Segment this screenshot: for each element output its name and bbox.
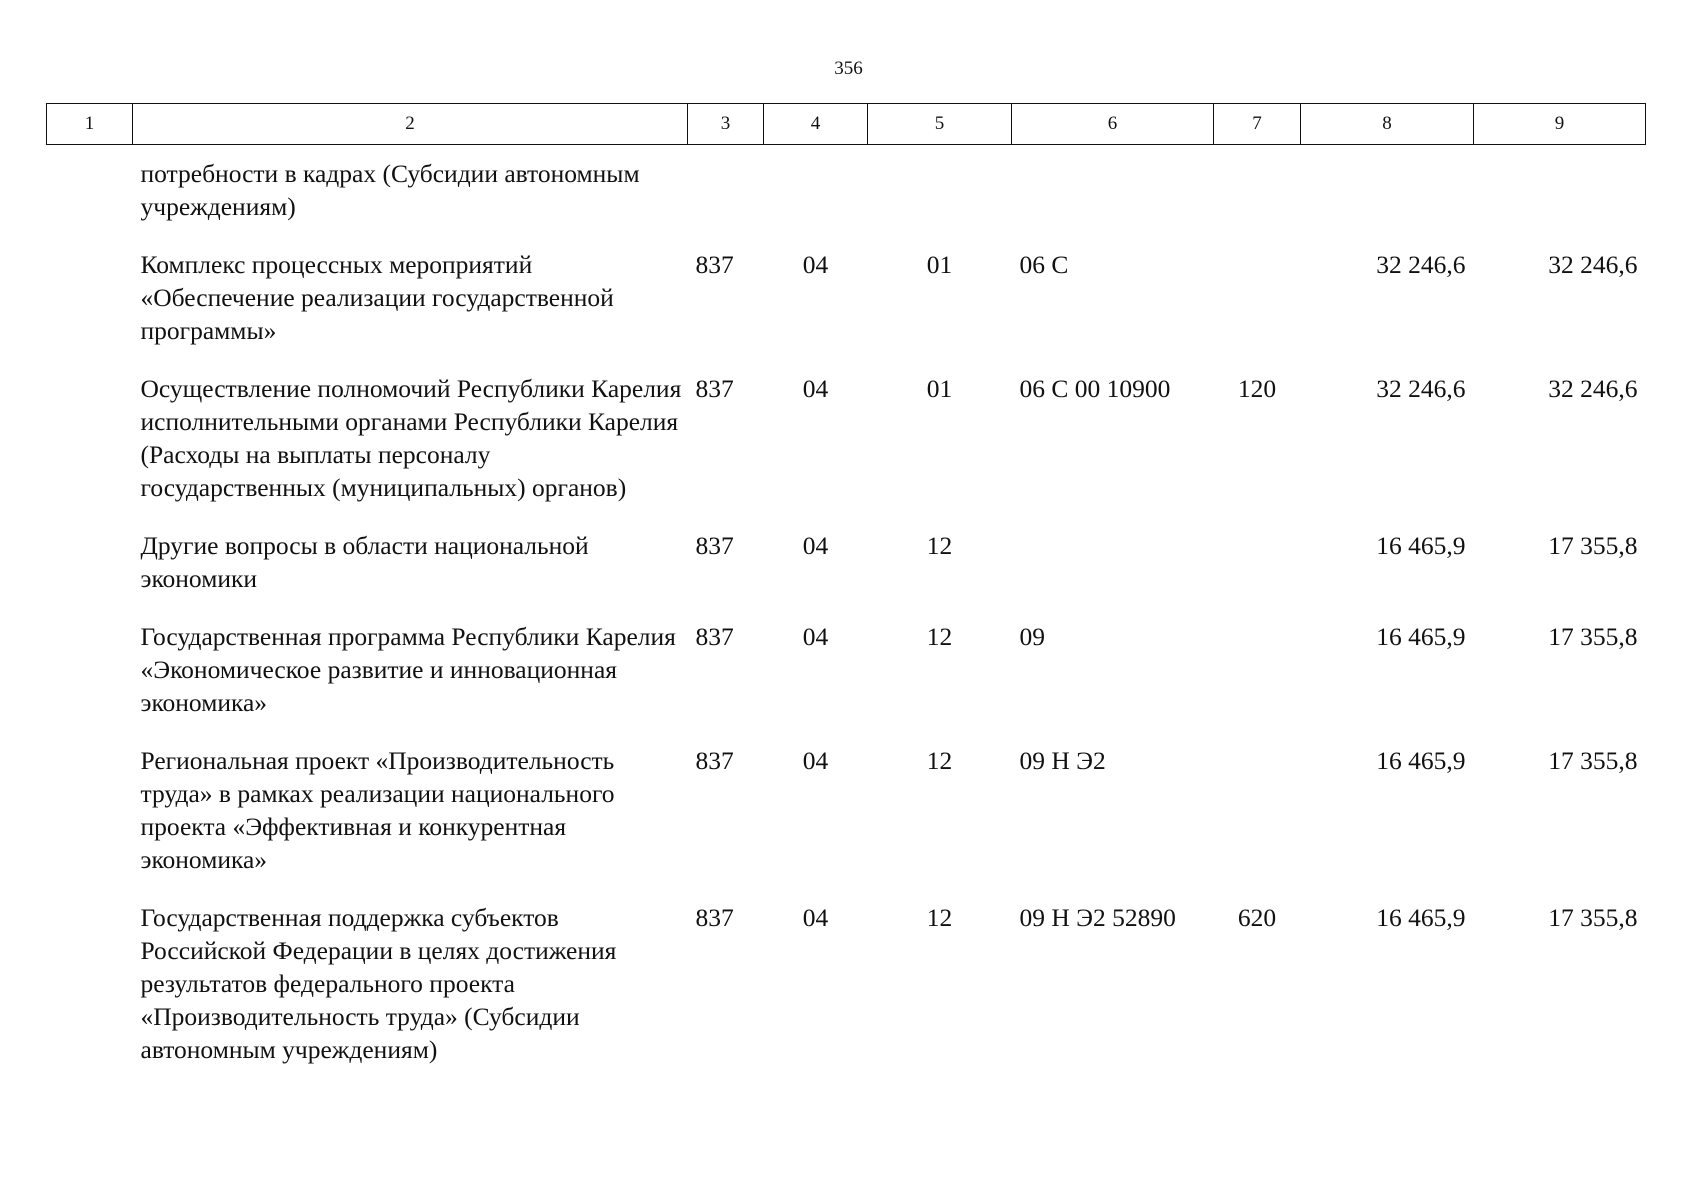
budget-table bbox=[46, 103, 1646, 1079]
cell-section: 04 bbox=[802, 531, 829, 560]
cell-amount-col-9 bbox=[1474, 145, 1646, 237]
cell-col-1 bbox=[47, 517, 133, 608]
cell-expense-type: 620 bbox=[1237, 903, 1277, 932]
cell-expense-type bbox=[1214, 732, 1301, 889]
cell-col-1 bbox=[47, 732, 133, 889]
cell-description: Региональная проект «Производительность труда» в рамках реализации национального проекта «Эффективная и конкурентная экономика» bbox=[140, 746, 615, 874]
cell-subsection: 12 bbox=[926, 622, 953, 651]
header-row bbox=[47, 104, 1646, 145]
cell-admin-code: 837 bbox=[695, 903, 734, 932]
cell-amount-col-9: 17 355,8 bbox=[1548, 746, 1638, 775]
cell-target-article: 09 bbox=[1019, 622, 1045, 651]
cell-admin-code: 837 bbox=[695, 531, 734, 560]
cell-col-1 bbox=[47, 360, 133, 517]
cell-amount-col-8: 16 465,9 bbox=[1376, 622, 1466, 651]
header-col-2: 2 bbox=[133, 104, 688, 145]
cell-section: 04 bbox=[802, 250, 829, 279]
cell-admin-code: 837 bbox=[695, 622, 734, 651]
cell-section: 04 bbox=[802, 903, 829, 932]
cell-admin-code bbox=[688, 145, 764, 237]
cell-amount-col-8: 16 465,9 bbox=[1376, 746, 1466, 775]
cell-section: 04 bbox=[802, 622, 829, 651]
cell-description: Комплекс процессных мероприятий «Обеспечение реализации государственной программы» bbox=[140, 250, 614, 345]
cell-subsection bbox=[868, 145, 1012, 237]
header-col-6: 6 bbox=[1012, 104, 1214, 145]
cell-expense-type bbox=[1214, 608, 1301, 732]
cell-section bbox=[764, 145, 868, 237]
cell-description: Осуществление полномочий Республики Карелия исполнительными органами Республики Карелия (Расходы на выплаты персоналу государственных (муниципальных) органов) bbox=[140, 374, 682, 502]
cell-amount-col-8 bbox=[1301, 145, 1474, 237]
cell-target-article: 06 С bbox=[1019, 250, 1069, 279]
cell-section: 04 bbox=[802, 374, 829, 403]
cell-subsection: 12 bbox=[926, 746, 953, 775]
cell-target-article: 06 С 00 10900 bbox=[1019, 374, 1171, 403]
cell-subsection: 01 bbox=[926, 374, 953, 403]
header-col-3: 3 bbox=[688, 104, 764, 145]
header-col-8: 8 bbox=[1301, 104, 1474, 145]
cell-target-article bbox=[1012, 517, 1214, 608]
table-body bbox=[47, 145, 1646, 1080]
cell-amount-col-9: 32 246,6 bbox=[1548, 250, 1638, 279]
cell-admin-code: 837 bbox=[695, 746, 734, 775]
cell-col-1 bbox=[47, 889, 133, 1079]
cell-target-article: 09 Н Э2 52890 bbox=[1019, 903, 1176, 932]
cell-amount-col-8: 16 465,9 bbox=[1376, 903, 1466, 932]
cell-description: Государственная поддержка субъектов Российской Федерации в целях достижения результатов федерального проекта «Производительность труда» (Субсидии автономным учреждениям) bbox=[140, 903, 617, 1064]
header-col-9: 9 bbox=[1474, 104, 1646, 145]
cell-amount-col-8: 32 246,6 bbox=[1376, 374, 1466, 403]
cell-section: 04 bbox=[802, 746, 829, 775]
cell-expense-type bbox=[1214, 145, 1301, 237]
header-col-1: 1 bbox=[47, 104, 133, 145]
table-row bbox=[47, 360, 1646, 517]
cell-subsection: 12 bbox=[926, 531, 953, 560]
table-header bbox=[47, 104, 1646, 145]
cell-subsection: 12 bbox=[926, 903, 953, 932]
table-row bbox=[47, 732, 1646, 889]
cell-admin-code: 837 bbox=[695, 374, 734, 403]
cell-amount-col-9: 17 355,8 bbox=[1548, 903, 1638, 932]
table-row bbox=[47, 889, 1646, 1079]
header-col-4: 4 bbox=[764, 104, 868, 145]
cell-amount-col-9: 17 355,8 bbox=[1548, 531, 1638, 560]
cell-subsection: 01 bbox=[926, 250, 953, 279]
cell-amount-col-8: 32 246,6 bbox=[1376, 250, 1466, 279]
cell-description: потребности в кадрах (Субсидии автономным учреждениям) bbox=[140, 159, 640, 221]
cell-description: Другие вопросы в области национальной экономики bbox=[140, 531, 589, 593]
cell-admin-code: 837 bbox=[695, 250, 734, 279]
header-col-5: 5 bbox=[868, 104, 1012, 145]
cell-amount-col-9: 17 355,8 bbox=[1548, 622, 1638, 651]
cell-target-article: 09 Н Э2 bbox=[1019, 746, 1106, 775]
cell-expense-type bbox=[1214, 517, 1301, 608]
cell-amount-col-9: 32 246,6 bbox=[1548, 374, 1638, 403]
cell-col-1 bbox=[47, 608, 133, 732]
cell-target-article bbox=[1012, 145, 1214, 237]
page-number: 356 bbox=[834, 58, 863, 79]
table-row bbox=[47, 145, 1646, 237]
cell-expense-type bbox=[1214, 236, 1301, 360]
cell-col-1 bbox=[47, 236, 133, 360]
table-row bbox=[47, 608, 1646, 732]
cell-amount-col-8: 16 465,9 bbox=[1376, 531, 1466, 560]
table-row bbox=[47, 517, 1646, 608]
cell-col-1 bbox=[47, 145, 133, 237]
cell-expense-type: 120 bbox=[1237, 374, 1277, 403]
header-col-7: 7 bbox=[1214, 104, 1301, 145]
cell-description: Государственная программа Республики Карелия «Экономическое развитие и инновационная экономика» bbox=[140, 622, 676, 717]
table-row bbox=[47, 236, 1646, 360]
